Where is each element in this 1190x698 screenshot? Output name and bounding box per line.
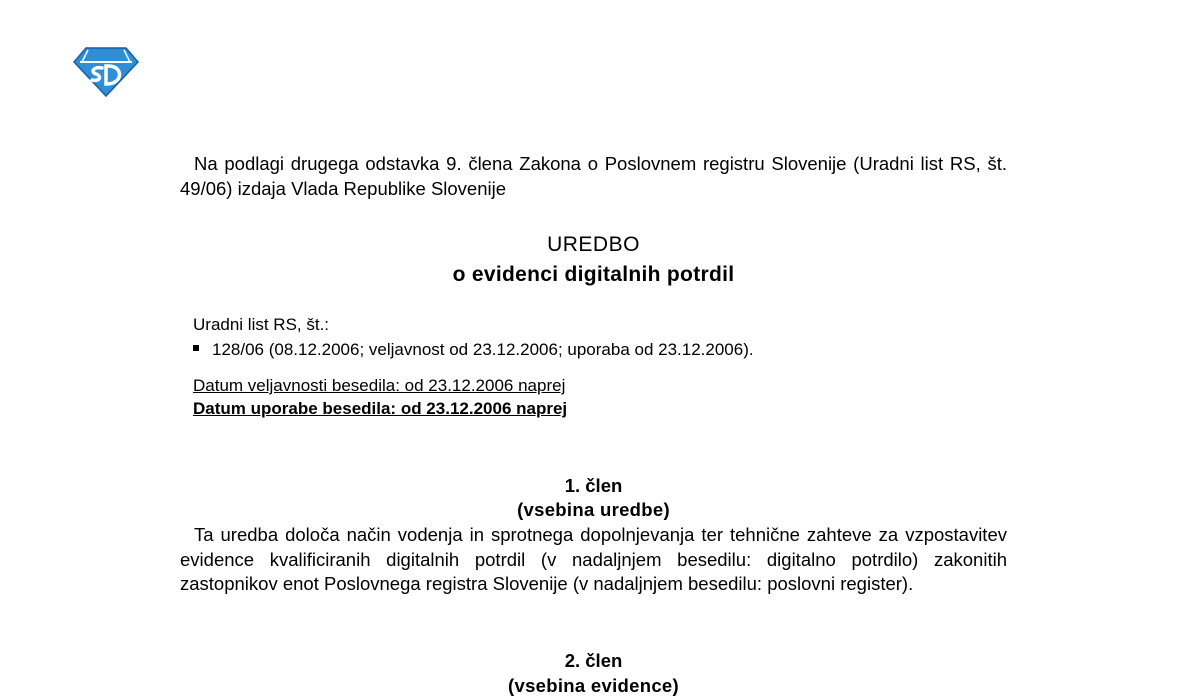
sd-logo <box>72 46 140 98</box>
bullet-icon <box>193 345 202 354</box>
sd-shield-logo-icon <box>72 46 140 98</box>
intro-paragraph: Na podlagi drugega odstavka 9. člena Zakona o Poslovnem registru Slovenije (Uradni list RS, št. 49/06) izdaja Vlada Republike Slovenije <box>180 153 1007 199</box>
gazette-label: Uradni list RS, št.: <box>193 315 330 334</box>
validity-date-link[interactable]: Datum veljavnosti besedila: od 23.12.2006 naprej <box>193 376 566 395</box>
document-title: UREDBO <box>547 233 640 256</box>
gazette-item-text: 128/06 (08.12.2006; veljavnost od 23.12.2006; uporaba od 23.12.2006). <box>212 340 754 359</box>
article-2-number: 2. člen <box>564 650 623 671</box>
article-1-number: 1. člen <box>564 475 623 496</box>
article-1-subject: (vsebina uredbe) <box>517 499 670 520</box>
gazette-item <box>193 339 754 361</box>
document-subtitle: o evidenci digitalnih potrdil <box>452 263 735 286</box>
article-2-subject: (vsebina evidence) <box>508 675 679 696</box>
application-date-link[interactable]: Datum uporabe besedila: od 23.12.2006 naprej <box>193 399 568 418</box>
article-1-text: Ta uredba določa način vodenja in sprotnega dopolnjevanja ter tehnične zahteve za vzpostavitev evidence kvalificiranih digitalnih potrdil (v nadaljnjem besedilu: digitalno potrdilo) zakonitih zastopnikov enot Poslovnega registra Slovenije (v nadaljnjem besedilu: poslovni register). <box>180 524 1007 594</box>
